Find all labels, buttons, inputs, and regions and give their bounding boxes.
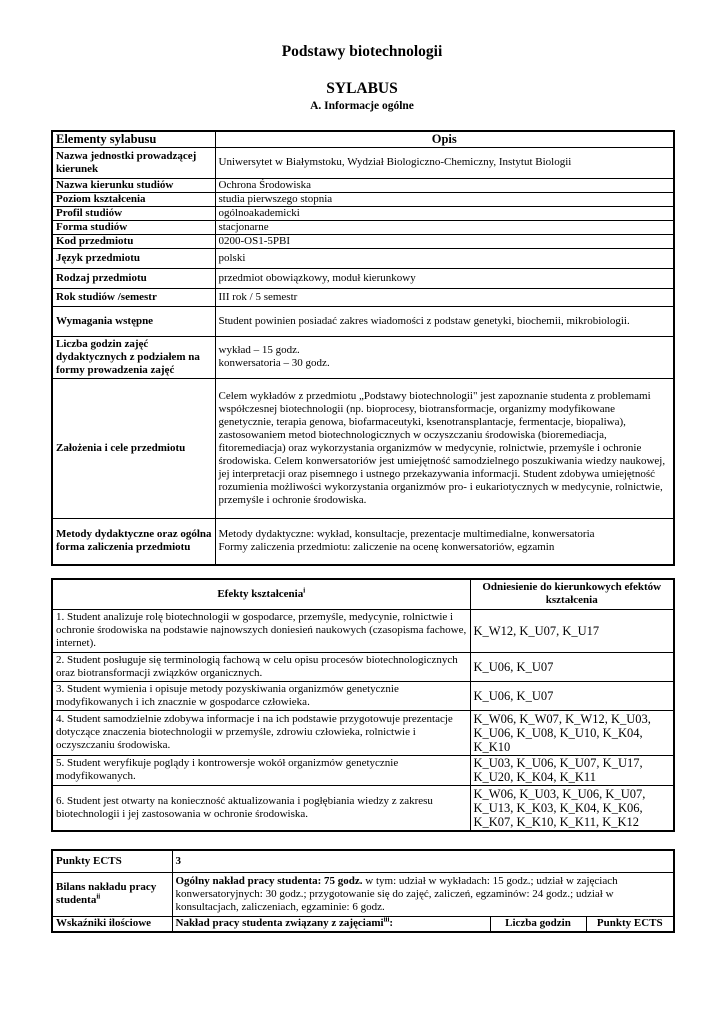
row-label: Założenia i cele przedmiotu [52, 378, 215, 518]
outcome-text: 3. Student wymienia i opisuje metody pozyskiwania organizmów genetycznie modyfikowanych i ich znacznie w gospodarce człowieka. [52, 681, 470, 710]
learning-outcomes-table [51, 578, 675, 832]
row-label: Nazwa jednostki prowadzącej kierunek [52, 147, 215, 178]
row-value: polski [215, 248, 674, 268]
header-elements: Elementy sylabusu [52, 131, 215, 147]
outcome-text: 1. Student analizuje rolę biotechnologii w gospodarce, przemyśle, medycynie, rolnictwie i ochronie środowiska na podstawie najnowszych doniesień naukowych (czasopisma fachowe, internet). [52, 609, 470, 652]
table-row [52, 518, 674, 565]
outcome-reference: K_W06, K_U03, K_U06, K_U07, K_U13, K_K03, K_K04, K_K06, K_K07, K_K10, K_K11, K_K12 [470, 785, 674, 831]
table-row [52, 192, 674, 206]
points-header: Punkty ECTS [586, 916, 674, 932]
row-value-line: wykład – 15 godz. [218, 344, 300, 356]
row-value [215, 336, 674, 378]
outcome-text: 4. Student samodzielnie zdobywa informacje i na ich podstawie przygotowuje prezentacje dotyczące znaczenia biotechnologii w przemyśle, zdrowiu człowieka, rolnictwie i oczyszczaniu środowiska. [52, 710, 470, 755]
table-row [52, 306, 674, 336]
row-label: Metody dydaktyczne oraz ogólna forma zaliczenia przedmiotu [52, 518, 215, 565]
row-value: przedmiot obowiązkowy, moduł kierunkowy [215, 268, 674, 288]
row-label: Rok studiów /semestr [52, 288, 215, 306]
workload-header [172, 916, 490, 932]
row-value: Celem wykładów z przedmiotu „Podstawy biotechnologii" jest zapoznanie studenta z problemami współczesnej biotechnologii (np. bioprocesy, biotransformacje, organizmy modyfikowane genetycznie, terapia genowa, biofarmaceutyki, ksenotransplantacje, fermentacje, biopaliwa), zastosowaniem metod biotechnologicznych w oczyszczaniu środowiska (bioremediacja, fitoremediacja) oraz wykorzystania organizmów w medycynie, rolnictwie, przemyśle i ochronie środowiska. Celem konwersatoriów jest umiejętność samodzielnego poszukiwania wiedzy naukowej, jej interpretacji oraz pisemnego i ustnego przekazywania informacji. Student zdobywa umiejętność rozumienia możliwości wykorzystania organizmów pro- i eukariotycznych w medycynie, rolnictwie, przemyśle i ochronie środowiska. [215, 378, 674, 518]
footnote-mark: i [303, 586, 306, 595]
row-label: Kod przedmiotu [52, 234, 215, 248]
row-label: Rodzaj przedmiotu [52, 268, 215, 288]
row-value: Ochrona Środowiska [215, 178, 674, 192]
general-info-table [51, 130, 675, 566]
table-row [52, 178, 674, 192]
table-row [52, 288, 674, 306]
hours-header: Liczba godzin [490, 916, 586, 932]
row-value: ogólnoakademicki [215, 206, 674, 220]
table-header-row [52, 131, 674, 147]
row-label: Liczba godzin zajęć dydaktycznych z podziałem na formy prowadzenia zajęć [52, 336, 215, 378]
row-value [215, 518, 674, 565]
row-label: Nazwa kierunku studiów [52, 178, 215, 192]
outcome-text: 2. Student posługuje się terminologią fachową w celu opisu procesów biotechnologicznych oraz biotransformacji związków organicznych. [52, 652, 470, 681]
table-row [52, 785, 674, 831]
table-row [52, 652, 674, 681]
table-row [52, 609, 674, 652]
balance-total: Ogólny nakład pracy studenta: 75 godz. [175, 874, 363, 887]
header-reference: Odniesienie do kierunkowych efektów kształcenia [470, 579, 674, 609]
row-value: studia pierwszego stopnia [215, 192, 674, 206]
row-label: Wymagania wstępne [52, 306, 215, 336]
table-row [52, 755, 674, 785]
row-label: Forma studiów [52, 220, 215, 234]
row-value: Uniwersytet w Białymstoku, Wydział Biologiczno-Chemiczny, Instytut Biologii [215, 147, 674, 178]
outcome-text: 6. Student jest otwarty na konieczność aktualizowania i pogłębiania wiedzy z zakresu biotechnologii i jej zastosowania w ochronie środowiska. [52, 785, 470, 831]
outcome-reference: K_U06, K_U07 [470, 652, 674, 681]
row-value: Student powinien posiadać zakres wiadomości z podstaw genetyki, biochemii, mikrobiologii. [215, 306, 674, 336]
row-value: 0200-OS1-5PBI [215, 234, 674, 248]
table-row [52, 336, 674, 378]
table-row [52, 710, 674, 755]
ects-value: 3 [172, 850, 674, 872]
workload-header-text: Nakład pracy studenta związany z zajęciami [175, 917, 384, 930]
outcome-reference: K_U06, K_U07 [470, 681, 674, 710]
table-row [52, 147, 674, 178]
footnote-mark: ii [96, 892, 101, 901]
header-outcomes [52, 579, 470, 609]
indicators-label: Wskaźniki ilościowe [52, 916, 172, 932]
row-value-line: Metody dydaktyczne: wykład, konsultacje, prezentacje multimedialne, konwersatoria [218, 528, 595, 541]
footnote-mark: iii [383, 915, 390, 924]
table-row [52, 378, 674, 518]
document-title: Podstawy biotechnologii [281, 43, 443, 60]
row-label: Poziom kształcenia [52, 192, 215, 206]
row-value: stacjonarne [215, 220, 674, 234]
balance-value [172, 872, 674, 916]
table-row [52, 234, 674, 248]
table-row [52, 206, 674, 220]
outcome-reference: K_U03, K_U06, K_U07, K_U17, K_U20, K_K04, K_K11 [470, 755, 674, 785]
outcome-text: 5. Student weryfikuje poglądy i kontrowersje wokół organizmów genetycznie modyfikowanych. [52, 755, 470, 785]
workload-colon: : [389, 917, 394, 930]
row-value-line: konwersatoria – 30 godz. [218, 357, 330, 369]
table-row [52, 268, 674, 288]
table-row [52, 220, 674, 234]
row-label: Język przedmiotu [52, 248, 215, 268]
header-outcomes-label: Efekty kształcenia [217, 587, 304, 600]
table-row [52, 248, 674, 268]
outcome-reference: K_W12, K_U07, K_U17 [470, 609, 674, 652]
header-description: Opis [215, 131, 674, 147]
document-subtitle: SYLABUS [326, 80, 398, 97]
table-row [52, 850, 674, 872]
row-value: III rok / 5 semestr [215, 288, 674, 306]
row-label: Profil studiów [52, 206, 215, 220]
balance-details: w tym: udział w wykładach: 15 godz.; udział w zajęciach konwersatoryjnych: 30 godz.; przygotowanie się do zajęć, zaliczeń, egzaminów: 24 godz.; udział w konsultacjach, zaliczeniach, egzaminie: 6 godz. [175, 874, 618, 913]
table-header-row [52, 579, 674, 609]
row-value-line: Formy zaliczenia przedmiotu: zaliczenie na ocenę konwersatoriów, egzamin [218, 541, 555, 554]
balance-label-text: Bilans nakładu pracy studenta [56, 881, 157, 906]
table-row [52, 916, 674, 932]
section-heading: A. Informacje ogólne [310, 100, 414, 112]
balance-label [52, 872, 172, 916]
table-row [52, 872, 674, 916]
table-row [52, 681, 674, 710]
ects-label: Punkty ECTS [52, 850, 172, 872]
ects-table [51, 849, 675, 933]
outcome-reference: K_W06, K_W07, K_W12, K_U03, K_U06, K_U08, K_U10, K_K04, K_K10 [470, 710, 674, 755]
